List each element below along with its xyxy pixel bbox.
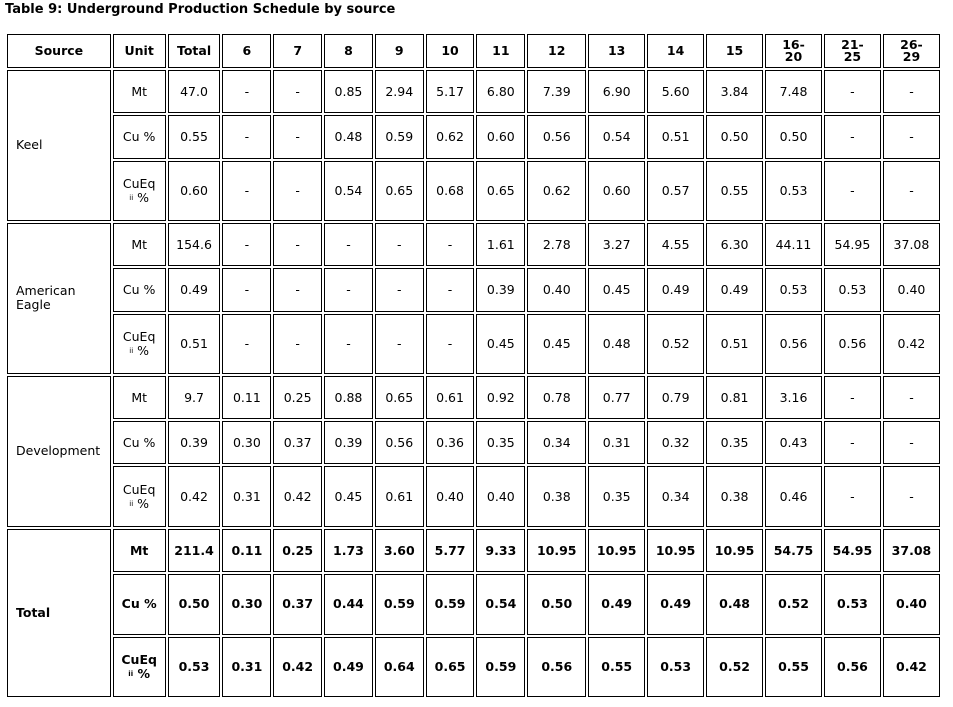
- column-header: 26- 29: [883, 34, 940, 68]
- value-cell: 0.34: [647, 466, 704, 526]
- value-cell: 0.59: [375, 115, 424, 158]
- value-cell: -: [375, 314, 424, 374]
- value-cell: 4.55: [647, 223, 704, 266]
- value-cell: -: [222, 268, 271, 311]
- value-cell: -: [824, 421, 881, 464]
- value-cell: 10.95: [647, 529, 704, 572]
- value-cell: 0.53: [647, 637, 704, 697]
- value-cell: -: [426, 223, 475, 266]
- unit-cell: Mt: [113, 376, 166, 419]
- value-cell: 0.49: [324, 637, 373, 697]
- value-cell: 0.38: [706, 466, 763, 526]
- column-header: 8: [324, 34, 373, 68]
- value-cell: 0.56: [527, 115, 586, 158]
- column-header: Total: [168, 34, 221, 68]
- value-cell: 0.65: [375, 161, 424, 221]
- production-schedule-table: [5, 32, 942, 699]
- value-cell: 0.68: [426, 161, 475, 221]
- value-cell: -: [883, 115, 940, 158]
- value-cell: -: [222, 70, 271, 113]
- value-cell: 0.39: [168, 421, 221, 464]
- value-cell: 0.53: [765, 268, 822, 311]
- column-header: 10: [426, 34, 475, 68]
- value-cell: 54.75: [765, 529, 822, 572]
- value-cell: 0.59: [426, 574, 475, 634]
- value-cell: 37.08: [883, 529, 940, 572]
- value-cell: 0.49: [647, 574, 704, 634]
- unit-cell: Mt: [113, 529, 166, 572]
- value-cell: 211.4: [168, 529, 221, 572]
- value-cell: 0.78: [527, 376, 586, 419]
- value-cell: -: [222, 161, 271, 221]
- table-row: [7, 161, 940, 221]
- column-header: Unit: [113, 34, 166, 68]
- value-cell: 5.77: [426, 529, 475, 572]
- source-cell: Development: [7, 376, 111, 527]
- value-cell: 0.49: [588, 574, 645, 634]
- value-cell: 6.80: [476, 70, 525, 113]
- value-cell: 0.61: [426, 376, 475, 419]
- value-cell: 0.85: [324, 70, 373, 113]
- value-cell: -: [883, 376, 940, 419]
- value-cell: 0.45: [324, 466, 373, 526]
- value-cell: 0.50: [168, 574, 221, 634]
- table-row: [7, 223, 940, 266]
- value-cell: 3.60: [375, 529, 424, 572]
- value-cell: 0.53: [765, 161, 822, 221]
- value-cell: 0.38: [527, 466, 586, 526]
- value-cell: 0.36: [426, 421, 475, 464]
- value-cell: 10.95: [527, 529, 586, 572]
- value-cell: 47.0: [168, 70, 221, 113]
- value-cell: 0.43: [765, 421, 822, 464]
- value-cell: 0.57: [647, 161, 704, 221]
- value-cell: 0.49: [647, 268, 704, 311]
- value-cell: -: [324, 314, 373, 374]
- value-cell: -: [222, 314, 271, 374]
- footnote-marker: ii: [129, 193, 134, 202]
- value-cell: 0.30: [222, 574, 271, 634]
- value-cell: -: [375, 268, 424, 311]
- value-cell: 0.49: [706, 268, 763, 311]
- value-cell: 0.59: [375, 574, 424, 634]
- unit-cell: Cu %: [113, 268, 166, 311]
- unit-cell: Cu %: [113, 115, 166, 158]
- column-header: 7: [273, 34, 322, 68]
- value-cell: 0.79: [647, 376, 704, 419]
- value-cell: -: [883, 466, 940, 526]
- value-cell: 0.52: [765, 574, 822, 634]
- table-caption: Table 9: Underground Production Schedule by source: [5, 2, 396, 17]
- value-cell: 7.48: [765, 70, 822, 113]
- table-body: [7, 70, 940, 697]
- value-cell: -: [883, 70, 940, 113]
- value-cell: -: [883, 421, 940, 464]
- value-cell: 0.53: [824, 268, 881, 311]
- value-cell: 0.37: [273, 574, 322, 634]
- value-cell: 54.95: [824, 223, 881, 266]
- table-row: [7, 70, 940, 113]
- value-cell: 0.45: [476, 314, 525, 374]
- column-header: 15: [706, 34, 763, 68]
- value-cell: 0.49: [168, 268, 221, 311]
- value-cell: 0.56: [527, 637, 586, 697]
- value-cell: 0.92: [476, 376, 525, 419]
- value-cell: 0.45: [527, 314, 586, 374]
- column-header: 11: [476, 34, 525, 68]
- unit-cell: CuEq $^{ii}$ %: [113, 637, 166, 697]
- value-cell: 0.48: [588, 314, 645, 374]
- table-row: [7, 466, 940, 526]
- value-cell: 0.64: [375, 637, 424, 697]
- value-cell: 0.54: [324, 161, 373, 221]
- value-cell: 0.40: [527, 268, 586, 311]
- column-header: Source: [7, 34, 111, 68]
- table-row: [7, 376, 940, 419]
- header-row: [7, 34, 940, 68]
- column-header: 9: [375, 34, 424, 68]
- value-cell: -: [375, 223, 424, 266]
- value-cell: 0.56: [765, 314, 822, 374]
- value-cell: 0.31: [588, 421, 645, 464]
- table-row: [7, 574, 940, 634]
- value-cell: 44.11: [765, 223, 822, 266]
- value-cell: 0.65: [375, 376, 424, 419]
- table-row: [7, 421, 940, 464]
- value-cell: -: [222, 115, 271, 158]
- table-row: [7, 115, 940, 158]
- unit-cell: Cu %: [113, 574, 166, 634]
- value-cell: -: [324, 268, 373, 311]
- value-cell: 0.32: [647, 421, 704, 464]
- value-cell: 0.40: [883, 268, 940, 311]
- value-cell: -: [222, 223, 271, 266]
- value-cell: 0.62: [527, 161, 586, 221]
- value-cell: 0.45: [588, 268, 645, 311]
- value-cell: 0.52: [647, 314, 704, 374]
- value-cell: 3.27: [588, 223, 645, 266]
- value-cell: 0.42: [883, 314, 940, 374]
- value-cell: 54.95: [824, 529, 881, 572]
- value-cell: 0.59: [476, 637, 525, 697]
- value-cell: 0.46: [765, 466, 822, 526]
- value-cell: 0.51: [168, 314, 221, 374]
- column-header: 13: [588, 34, 645, 68]
- footnote-marker: ii: [128, 669, 134, 678]
- unit-cell: Mt: [113, 223, 166, 266]
- value-cell: 0.54: [588, 115, 645, 158]
- unit-cell: CuEq $^{ii}$ %: [113, 466, 166, 526]
- value-cell: -: [273, 161, 322, 221]
- unit-cell: CuEq $^{ii}$ %: [113, 161, 166, 221]
- column-header: 14: [647, 34, 704, 68]
- value-cell: 0.60: [476, 115, 525, 158]
- value-cell: 0.48: [706, 574, 763, 634]
- footnote-marker: ii: [129, 499, 134, 508]
- value-cell: -: [824, 376, 881, 419]
- value-cell: 0.55: [168, 115, 221, 158]
- value-cell: 0.40: [426, 466, 475, 526]
- value-cell: 0.65: [426, 637, 475, 697]
- value-cell: 1.73: [324, 529, 373, 572]
- value-cell: 0.55: [588, 637, 645, 697]
- value-cell: 0.39: [324, 421, 373, 464]
- value-cell: 5.60: [647, 70, 704, 113]
- value-cell: 0.40: [883, 574, 940, 634]
- value-cell: 10.95: [706, 529, 763, 572]
- value-cell: 0.61: [375, 466, 424, 526]
- value-cell: 0.30: [222, 421, 271, 464]
- value-cell: -: [273, 115, 322, 158]
- value-cell: 154.6: [168, 223, 221, 266]
- column-header: 16- 20: [765, 34, 822, 68]
- value-cell: -: [273, 223, 322, 266]
- value-cell: 9.33: [476, 529, 525, 572]
- value-cell: 0.42: [273, 637, 322, 697]
- value-cell: 37.08: [883, 223, 940, 266]
- value-cell: -: [824, 466, 881, 526]
- value-cell: 0.11: [222, 376, 271, 419]
- value-cell: 0.40: [476, 466, 525, 526]
- value-cell: -: [273, 314, 322, 374]
- value-cell: 0.77: [588, 376, 645, 419]
- value-cell: 5.17: [426, 70, 475, 113]
- value-cell: 0.52: [706, 637, 763, 697]
- source-cell: Keel: [7, 70, 111, 221]
- value-cell: 0.50: [706, 115, 763, 158]
- value-cell: 0.42: [273, 466, 322, 526]
- value-cell: 0.54: [476, 574, 525, 634]
- value-cell: 0.42: [883, 637, 940, 697]
- value-cell: 0.62: [426, 115, 475, 158]
- value-cell: 0.25: [273, 376, 322, 419]
- value-cell: 0.60: [588, 161, 645, 221]
- value-cell: 0.35: [706, 421, 763, 464]
- value-cell: 0.11: [222, 529, 271, 572]
- value-cell: 0.31: [222, 637, 271, 697]
- value-cell: 0.37: [273, 421, 322, 464]
- value-cell: -: [273, 268, 322, 311]
- value-cell: 0.88: [324, 376, 373, 419]
- value-cell: 7.39: [527, 70, 586, 113]
- value-cell: 0.55: [765, 637, 822, 697]
- value-cell: -: [824, 161, 881, 221]
- column-header: 6: [222, 34, 271, 68]
- unit-cell: CuEq $^{ii}$ %: [113, 314, 166, 374]
- value-cell: -: [824, 115, 881, 158]
- value-cell: 0.35: [476, 421, 525, 464]
- value-cell: 0.25: [273, 529, 322, 572]
- column-header: 12: [527, 34, 586, 68]
- value-cell: 0.65: [476, 161, 525, 221]
- value-cell: -: [883, 161, 940, 221]
- value-cell: 0.50: [527, 574, 586, 634]
- footnote-marker: ii: [129, 346, 134, 355]
- value-cell: -: [426, 314, 475, 374]
- table-row: [7, 529, 940, 572]
- value-cell: 0.50: [765, 115, 822, 158]
- value-cell: 9.7: [168, 376, 221, 419]
- value-cell: 2.94: [375, 70, 424, 113]
- unit-cell: Mt: [113, 70, 166, 113]
- value-cell: 1.61: [476, 223, 525, 266]
- source-cell: Total: [7, 529, 111, 697]
- value-cell: 0.56: [824, 314, 881, 374]
- value-cell: 0.35: [588, 466, 645, 526]
- value-cell: 0.53: [168, 637, 221, 697]
- value-cell: 0.44: [324, 574, 373, 634]
- value-cell: 0.55: [706, 161, 763, 221]
- table-row: [7, 637, 940, 697]
- value-cell: -: [824, 70, 881, 113]
- value-cell: 6.30: [706, 223, 763, 266]
- value-cell: 10.95: [588, 529, 645, 572]
- value-cell: 0.34: [527, 421, 586, 464]
- value-cell: -: [324, 223, 373, 266]
- value-cell: 0.53: [824, 574, 881, 634]
- value-cell: 3.16: [765, 376, 822, 419]
- value-cell: 3.84: [706, 70, 763, 113]
- value-cell: -: [273, 70, 322, 113]
- unit-cell: Cu %: [113, 421, 166, 464]
- value-cell: 0.81: [706, 376, 763, 419]
- value-cell: 2.78: [527, 223, 586, 266]
- value-cell: 0.56: [375, 421, 424, 464]
- table-row: [7, 314, 940, 374]
- value-cell: 0.51: [647, 115, 704, 158]
- column-header: 21- 25: [824, 34, 881, 68]
- value-cell: 0.31: [222, 466, 271, 526]
- value-cell: 0.60: [168, 161, 221, 221]
- value-cell: 0.51: [706, 314, 763, 374]
- value-cell: 0.42: [168, 466, 221, 526]
- value-cell: 0.48: [324, 115, 373, 158]
- value-cell: 6.90: [588, 70, 645, 113]
- value-cell: -: [426, 268, 475, 311]
- table-row: [7, 268, 940, 311]
- source-cell: American Eagle: [7, 223, 111, 374]
- value-cell: 0.56: [824, 637, 881, 697]
- value-cell: 0.39: [476, 268, 525, 311]
